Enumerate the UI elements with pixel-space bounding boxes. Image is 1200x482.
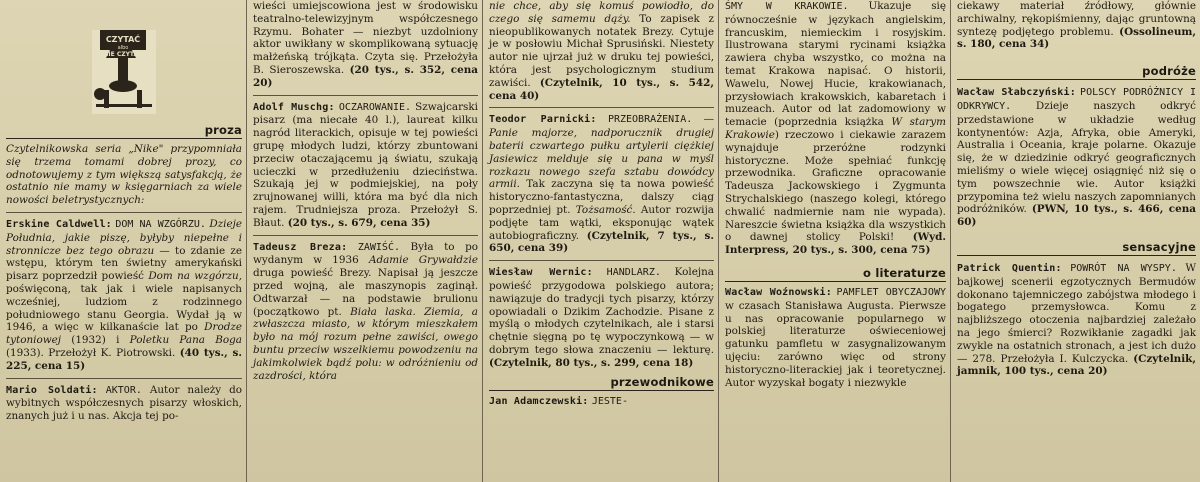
review-quentin: Patrick Quentin: POWRÓT NA WYSPY. W bajkowej scenerii egzotycznych Bermudów dokonano tajemniczego zabójstwa młodego i bogatego przemysłowca. Komu z najbliższego otoczenia najbardziej zależało na jego śmierci? Rozwikłanie zagadki jak zwykle na ostatnich stronach, a jest ich dużo — 278. Przełożyła I. Kulczycka. (Czytelnik, jamnik, 100 tys., cena 20) — [957, 261, 1197, 378]
review-soldati: Mario Soldati: AKTOR. Autor należy do wybitnych współczesnych pisarzy włoskich, znanych już i u nas. Akcja tej po- — [6, 383, 242, 423]
review-breza: Tadeusz Breza: ZAWIŚĆ. Była to po wydanym w 1936 Adamie Grywałdzie druga powieść Brezy. Napisał ją jeszcze przed wojną, ale maszynopis zaginął. Odtwarzał — na podstawie brulionu (początkowo pt. Biała laska. Ziemia, a zwłaszcza miasto, w którym mieszkałem było na mój rozum pełne zawiści, owego buntu przeciw wszelkiemu powodzeniu na jakimkolwiek bądź polu: w odróżnieniu od zazdrości, która — [253, 240, 478, 382]
review-adamczewski: Jan Adamczewski: JESTE- — [489, 395, 628, 407]
review-wozniowski: Wacław Woźnowski: PAMFLET OBYCZAJOWY w czasach Stanisława Augusta. Pierwsze u nas opracowanie popularnego w polskiej literaturze oświeceniowej gatunku pamfletu w zasygnalizowanym ujęciu: zarówno więc od strony historyczno-literackiej jak i teoretycznej. Autor wyzyskał bogaty i niezwykle — [725, 286, 946, 389]
section-header-o-literaturze: o literaturze — [725, 263, 946, 282]
svg-text:NIE CZYTAĆ: NIE CZYTAĆ — [103, 51, 143, 58]
intro-paragraph: Czytelnikowska seria „Nike" przypomniała się trzema tomami dobrej prozy, co odnotowujemy z tym większą satysfakcją, że ostatnio nie mamy w księgarniach za wiele nowości beletrystycznych: — [6, 143, 242, 207]
section-header-przewodnikowe: przewodnikowe — [489, 372, 714, 391]
column-5 — [950, 0, 1200, 482]
svg-text:albo: albo — [117, 45, 129, 51]
logo-illustration-icon — [92, 24, 156, 114]
review-slabczynski: Wacław Słabczyński: POLSCY PODRÓŻNICY I ODKRYWCY. Dzieje naszych odkryć przedstawione w układzie według kontynentów: Azja, Afryka, obie Ameryki, Australia i Oceania, kraje polarne. Okazuje się, że w dziedzinie odkryć geograficznych mieliśmy o wiele więcej osiągnięć niż się o tym powszechnie wie. Autor książki przypomina też wielu naszych zapomnianych podróżników. (PWN, 10 tys., s. 466, cena 60) — [957, 87, 1196, 229]
review-caldwell: Erskine Caldwell: DOM NA WZGÓRZU. Dzieje Południa, jakie piszę, byłyby niepełne i stronnicze bez tego obrazu — to zdanie ze wstępu, którym ten świetny amerykański pisarz poprzedził powieść Dom na wzgórzu, poświęconą, tak jak i wiele napisanych wcześniej, ludziom z rodzinnego południowego stanu Georgia. Wydał ją w 1946, a więc w kilkanaście lat po Drodze tytoniowej (1932) i Poletku Pana Boga (1933). Przełożył K. Piotrowski. (40 tys., s. 225, cena 15) — [6, 217, 243, 372]
review-wernic: Wiesław Wernic: HANDLARZ. Kolejna powieść przygodowa polskiego autora; nawiązuje do tradycji tych pisarzy, którzy opowiadali o Dzikim Zachodzie. Pisane z myślą o młodych czytelnikach, ale i starsi chętnie sięgną po tę wypoczynkową — w dobrym tego słowa znaczeniu — lekturę. (Czytelnik, 80 tys., s. 299, cena 18) — [489, 266, 715, 369]
section-header-podroze: podróże — [957, 61, 1196, 80]
section-header-proza: proza — [6, 120, 242, 139]
review-parnicki: Teodor Parnicki: PRZEOBRAŻENIA. — Panie majorze, nadporucznik drugiej baterii czwartego pułku artylerii ciężkiej Jasiewicz melduje się u pana w myśl rozkazu nowego szefa sztabu dowódcy armii. Tak zaczyna się ta nowa powieść historyczno-fantastyczna, dalszy ciąg poprzedniej pt. Tożsamość. Autor rozwija podjęte tam wątki, eksponując wątek autobiograficzny. (Czytelnik, 7 tys., s. 650, cena 39) — [489, 113, 714, 255]
column-3 — [482, 0, 718, 482]
column-4 — [718, 0, 950, 482]
svg-text:CZYTAĆ: CZYTAĆ — [105, 35, 141, 44]
column-1 — [0, 0, 246, 482]
review-adamczewski-continued: ŚMY W KRAKOWIE. Ukazuje się równocześnie w językach angielskim, francuskim, niemieckim i rosyjskim. Ilustrowana starymi rycinami książka zawiera chyba wszystko, co można na temat Krakowa napisać. O historii, Wawelu, Nowej Hucie, krakowianach, przysłowiach krakowskich, kabaretach i muzeach. Autor od lat zadomowiony w temacie (poprzednia książka W starym Krakowie) rzeczowo i ciekawie zarazem wynajduje przeróżne rodzynki historyczne. Może spełniać funkcję przewodnika. Graficzne opracowanie Tadeusza Jackowskiego i Zygmunta Strychalskiego (naszego kolegi, którego chwalić nadmiernie nam nie wypada). Nareszcie świetna książka dla wszystkich o dawnej stolicy Polski! (Wyd. Interpress, 20 tys., s. 300, cena 75) — [725, 0, 947, 257]
review-soldati-continued: wieści umiejscowiona jest w środowisku teatralno-telewizyjnym współczesnego Rzymu. Bohater — niezbyt uzdolniony aktor uwikłany w skomplikowaną sytuację małżeńską trójkąta. Czyta się. Przełożyła B. Sieroszewska. (20 tys., s. 352, cena 20) — [253, 0, 478, 89]
column-2 — [246, 0, 482, 482]
czytac-logo — [92, 24, 156, 114]
section-header-sensacyjne: sensacyjne — [957, 237, 1196, 256]
review-wozniowski-continued: ciekawy materiał źródłowy, głównie archiwalny, rękopiśmienny, dając gruntowną syntezę podjętego problemu. (Ossolineum, s. 180, cena 34) — [957, 0, 1196, 51]
review-breza-continued: nie chce, aby się komuś powiodło, do czego się samemu dąży. To zapisek z nieopublikowanych notatek Brezy. Cytuje je w posłowiu Michał Sprusiński. Niestety autor nie ujrzał już w druku tej powieści, która jest psychologicznym studium zawiści. (Czytelnik, 10 tys., s. 542, cena 40) — [489, 0, 714, 102]
review-muschg: Adolf Muschg: OCZAROWANIE. Szwajcarski pisarz (ma niecałe 40 l.), laureat kilku nagród literackich, opisuje w tej powieści grupę młodych ludzi, którzy zbuntowani przeciw otaczającemu ją światu, szukają ucieczki w przedłużeniu dzieciństwa. Szukają jej w podmiejskiej, na poły zrujnowanej willi, która ma być dla nich rajem. Trudniejsza proza. Przełożył S. Błaut. (20 tys., s. 679, cena 35) — [253, 100, 479, 229]
